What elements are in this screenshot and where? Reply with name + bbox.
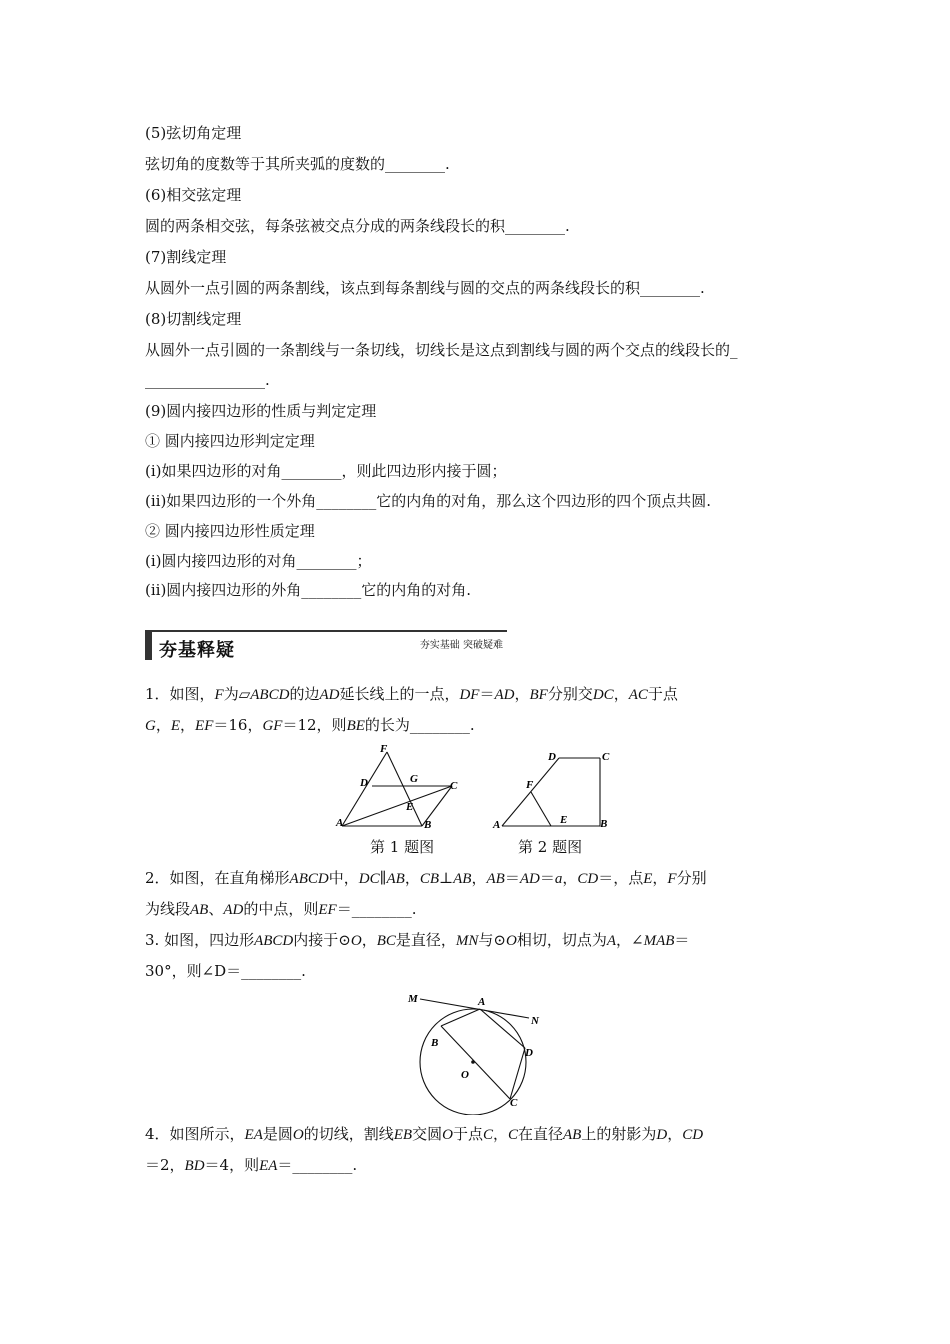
theorem-9-criterion-heading: ① 圆内接四边形判定定理 <box>145 432 315 450</box>
fig3-label-n: N <box>531 1015 539 1027</box>
fig2-label-e: E <box>560 814 568 826</box>
problem-4-line-1: 4．如图所示，EA是圆O的切线，割线EB交圆O于点C，C在直径AB上的射影为D，CD <box>145 1125 704 1143</box>
fig2-label-d: D <box>548 751 556 763</box>
theorem-6-title: (6)相交弦定理 <box>145 186 242 204</box>
theorem-7-body: 从圆外一点引圆的两条割线，该点到每条割线与圆的交点的两条线段长的积________. <box>145 279 705 297</box>
figure-2-trapezoid <box>488 746 618 834</box>
figure-3-circle <box>400 990 560 1115</box>
section-banner <box>145 630 507 660</box>
problem-3-line-2: 30°，则∠D＝________. <box>145 962 306 980</box>
fig1-label-f: F <box>380 743 388 755</box>
banner-rule <box>145 630 507 632</box>
fig1-label-b: B <box>424 819 432 831</box>
problem-2-line-2: 为线段AB、AD的中点，则EF＝________. <box>145 900 417 918</box>
problem-4-line-2: ＝2，BD＝4，则EA＝________. <box>145 1156 358 1174</box>
theorem-6-body: 圆的两条相交弦，每条弦被交点分成的两条线段长的积________. <box>145 217 570 235</box>
theorem-8-title: (8)切割线定理 <box>145 310 242 328</box>
problem-1-line-1: 1．如图，F为▱ABCD的边AD延长线上的一点，DF＝AD，BF分别交DC，AC于点 <box>145 685 678 703</box>
fig3-label-d: D <box>525 1047 533 1059</box>
fig2-label-c: C <box>602 751 610 763</box>
theorem-8-continuation: ________________. <box>145 371 270 389</box>
theorem-9-property-2: (ⅱ)圆内接四边形的外角________它的内角的对角. <box>145 581 472 599</box>
fig1-label-c: C <box>450 780 458 792</box>
problem-2-line-1: 2．如图，在直角梯形ABCD中，DC∥AB，CB⊥AB，AB＝AD＝a，CD＝，点E，F分别 <box>145 869 707 887</box>
theorem-9-title: (9)圆内接四边形的性质与判定定理 <box>145 402 377 420</box>
fig2-label-b: B <box>600 818 608 830</box>
figure-1-caption: 第 1 题图 <box>370 838 435 856</box>
section-title: 夯基释疑 <box>159 640 235 661</box>
fig1-label-g: G <box>410 773 418 785</box>
problem-3-line-1: 3. 如图，四边形ABCD内接于⊙O，BC是直径，MN与⊙O相切，切点为A，∠MAB＝ <box>145 931 690 949</box>
theorem-9-criterion-2: (ⅱ)如果四边形的一个外角________它的内角的对角，那么这个四边形的四个顶点共圆. <box>145 492 712 510</box>
fig1-label-e: E <box>406 801 414 813</box>
banner-bar <box>145 630 152 660</box>
theorem-5-title: (5)弦切角定理 <box>145 124 242 142</box>
section-subtitle: 夯实基础 突破疑难 <box>419 640 503 651</box>
problem-1-line-2: G，E，EF＝16，GF＝12，则BE的长为________. <box>145 716 475 734</box>
fig3-label-b: B <box>431 1037 439 1049</box>
fig1-label-a: A <box>336 817 344 829</box>
fig2-label-f: F <box>526 779 534 791</box>
fig3-label-a: A <box>478 996 486 1008</box>
fig3-label-c: C <box>510 1097 518 1109</box>
theorem-8-body: 从圆外一点引圆的一条割线与一条切线，切线长是这点到割线与圆的两个交点的线段长的_ <box>145 341 738 359</box>
figure-1-parallelogram <box>330 742 460 834</box>
theorem-9-criterion-1: (ⅰ)如果四边形的对角________，则此四边形内接于圆； <box>145 462 507 480</box>
center-point <box>471 1060 475 1064</box>
fig3-label-o: O <box>461 1069 469 1081</box>
figure-2-caption: 第 2 题图 <box>518 838 583 856</box>
fig3-label-m: M <box>408 993 418 1005</box>
theorem-7-title: (7)割线定理 <box>145 248 227 266</box>
theorem-9-property-1: (ⅰ)圆内接四边形的对角________； <box>145 552 372 570</box>
fig2-label-a: A <box>493 819 501 831</box>
theorem-5-body: 弦切角的度数等于其所夹弧的度数的________. <box>145 155 450 173</box>
fig1-label-d: D <box>360 777 368 789</box>
theorem-9-property-heading: ② 圆内接四边形性质定理 <box>145 522 315 540</box>
